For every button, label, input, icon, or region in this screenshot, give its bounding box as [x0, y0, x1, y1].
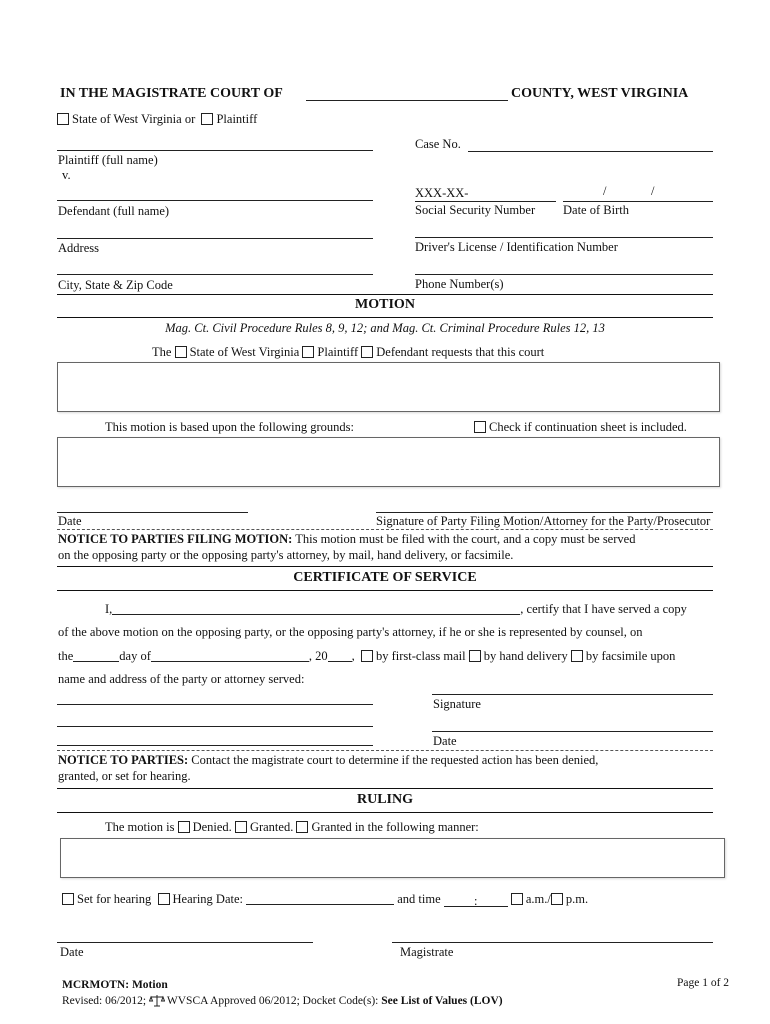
ruling-text-area[interactable] [60, 838, 725, 878]
phone-label: Phone Number(s) [415, 277, 504, 291]
am-label: a.m./ [525, 892, 551, 906]
city-state-zip-field[interactable] [57, 274, 373, 275]
continuation-checkbox[interactable] [474, 421, 486, 433]
filing-notice-text2: on the opposing party or the opposing party's attorney, by mail, hand delivery, or facsimile. [58, 548, 514, 562]
certificate-bottom-rule [57, 590, 713, 591]
requesting-party-row [152, 345, 544, 360]
certificate-date-field[interactable] [432, 731, 713, 732]
filing-notice-text1: This motion must be filed with the court, and a copy must be served [295, 532, 636, 546]
certificate-top-rule [57, 566, 713, 567]
lov-text: See List of Values (LOV) [381, 995, 503, 1007]
name-address-label: name and address of the party or attorney served: [58, 672, 305, 686]
granted-label: Granted. [249, 820, 294, 834]
license-label: Driver's License / Identification Number [415, 240, 618, 254]
ruling-date-label: Date [60, 945, 84, 959]
certify-line2: of the above motion on the opposing party, or the opposing party's attorney, if he or she is represented by counsel, on [58, 625, 643, 639]
address-label: Address [58, 241, 99, 255]
state-checkbox[interactable] [57, 113, 69, 125]
magistrate-signature-field[interactable] [392, 942, 713, 943]
certify-text: , certify that I have served a copy [520, 602, 687, 616]
granted-manner-checkbox[interactable] [296, 821, 308, 833]
served-address-line2[interactable] [57, 726, 373, 727]
plaintiff-option-label: Plaintiff [216, 112, 258, 126]
certify-i: I, [105, 602, 113, 616]
dob-separator-2: / [651, 184, 655, 198]
court-heading-left: IN THE MAGISTRATE COURT OF [60, 86, 283, 101]
hearing-date-checkbox[interactable] [158, 893, 170, 905]
service-day-field[interactable] [73, 649, 119, 662]
grounds-label: This motion is based upon the following grounds: [105, 420, 354, 434]
certificate-title: CERTIFICATE OF SERVICE [293, 570, 477, 585]
parties-notice-divider [57, 750, 713, 751]
grounds-text-area[interactable] [57, 437, 720, 487]
motion-defendant-checkbox[interactable] [361, 346, 373, 358]
ruling-top-rule [57, 788, 713, 789]
certificate-signature-field[interactable] [432, 694, 713, 695]
case-no-field[interactable] [468, 151, 713, 152]
motion-date-label: Date [58, 514, 82, 528]
service-date-row [58, 649, 675, 664]
motion-plaintiff-label: Plaintiff [317, 345, 359, 359]
notice-divider [57, 529, 713, 530]
denied-label: Denied. [192, 820, 232, 834]
hearing-row [62, 892, 588, 907]
hearing-date-field[interactable] [246, 892, 394, 905]
defendant-label: Defendant (full name) [58, 204, 170, 218]
plaintiff-label: Plaintiff (full name) [58, 153, 158, 167]
dob-field[interactable] [563, 201, 713, 202]
motion-bottom-rule [57, 317, 713, 318]
state-option-label: State of West Virginia or [72, 112, 196, 126]
plaintiff-name-field[interactable] [57, 150, 373, 151]
motion-state-label: State of West Virginia [189, 345, 300, 359]
plaintiff-checkbox[interactable] [201, 113, 213, 125]
motion-date-field[interactable] [57, 512, 248, 513]
request-text-area[interactable] [57, 362, 720, 412]
parties-notice-text1: Contact the magistrate court to determine if the requested action has been denied, [191, 753, 599, 767]
address-field[interactable] [57, 238, 373, 239]
parties-notice-heading: NOTICE TO PARTIES: [58, 753, 189, 767]
time-colon: : [474, 894, 478, 908]
parties-notice-line1 [58, 753, 598, 768]
set-hearing-label: Set for hearing [77, 892, 152, 906]
phone-field[interactable] [415, 274, 713, 275]
parties-notice-text2: granted, or set for hearing. [58, 769, 191, 783]
motion-state-checkbox[interactable] [175, 346, 187, 358]
year-prefix: , 20 [308, 649, 328, 663]
county-field[interactable] [306, 100, 508, 101]
magistrate-label: Magistrate [400, 945, 454, 959]
pm-checkbox[interactable] [551, 893, 563, 905]
first-class-mail-label: by first-class mail [376, 649, 466, 663]
motion-signature-label: Signature of Party Filing Motion/Attorney for the Party/Prosecutor [376, 514, 711, 528]
license-field[interactable] [415, 237, 713, 238]
and-time-label: and time [397, 892, 441, 906]
certificate-signature-label: Signature [433, 697, 481, 711]
denied-checkbox[interactable] [178, 821, 190, 833]
approved-text: WVSCA Approved 06/2012; Docket Code(s): [166, 995, 379, 1007]
ruling-bottom-rule [57, 812, 713, 813]
certify-row [105, 602, 687, 617]
motion-title: MOTION [355, 297, 415, 312]
ssn-field[interactable] [415, 201, 556, 202]
page-number: Page 1 of 2 [677, 977, 730, 989]
ruling-date-field[interactable] [57, 942, 313, 943]
first-class-mail-checkbox[interactable] [361, 650, 373, 662]
hearing-date-label: Hearing Date: [172, 892, 243, 906]
footer-revision-row [62, 994, 503, 1010]
pm-label: p.m. [565, 892, 589, 906]
set-hearing-checkbox[interactable] [62, 893, 74, 905]
granted-manner-label: Granted in the following manner: [311, 820, 479, 834]
filing-notice-heading: NOTICE TO PARTIES FILING MOTION: [58, 532, 293, 546]
filing-notice-line1 [58, 532, 635, 547]
motion-defendant-label: Defendant requests that this court [376, 345, 545, 359]
motion-signature-field[interactable] [376, 512, 713, 513]
defendant-name-field[interactable] [57, 200, 373, 201]
year-comma: , [351, 649, 355, 663]
form-code: MCRMOTN: Motion [62, 979, 168, 991]
procedure-rules: Mag. Ct. Civil Procedure Rules 8, 9, 12; and Mag. Ct. Criminal Procedure Rules 12, 13 [165, 321, 605, 335]
ssn-label: Social Security Number [415, 203, 536, 217]
revised-text: Revised: 06/2012; [62, 995, 147, 1007]
ssn-prefix: XXX-XX- [415, 186, 469, 200]
ruling-options-row [105, 820, 479, 835]
server-name-field[interactable] [112, 602, 520, 615]
served-address-line3[interactable] [57, 745, 373, 746]
the-text: the [58, 649, 74, 663]
party-type-row [57, 112, 257, 127]
dob-label: Date of Birth [563, 203, 629, 217]
court-heading-right: COUNTY, WEST VIRGINIA [511, 86, 689, 101]
continuation-row [474, 420, 687, 435]
certificate-date-label: Date [433, 734, 457, 748]
city-state-zip-label: City, State & Zip Code [58, 278, 173, 292]
service-year-field[interactable] [328, 649, 352, 662]
motion-top-rule [57, 294, 713, 295]
ruling-title: RULING [356, 792, 413, 807]
the-label: The [152, 345, 172, 359]
service-month-field[interactable] [151, 649, 309, 662]
served-address-line1[interactable] [57, 704, 373, 705]
dob-separator-1: / [603, 184, 607, 198]
scales-of-justice-icon [149, 994, 165, 1010]
facsimile-checkbox[interactable] [571, 650, 583, 662]
hand-delivery-checkbox[interactable] [469, 650, 481, 662]
am-checkbox[interactable] [511, 893, 523, 905]
case-no-label: Case No. [415, 137, 461, 151]
continuation-label: Check if continuation sheet is included. [489, 420, 687, 434]
motion-is-label: The motion is [105, 820, 175, 834]
hearing-time-field[interactable] [444, 894, 508, 907]
versus-label: v. [62, 168, 71, 182]
facsimile-label: by facsimile upon [585, 649, 676, 663]
motion-plaintiff-checkbox[interactable] [302, 346, 314, 358]
hand-delivery-label: by hand delivery [483, 649, 568, 663]
day-of-text: day of [119, 649, 151, 663]
granted-checkbox[interactable] [235, 821, 247, 833]
